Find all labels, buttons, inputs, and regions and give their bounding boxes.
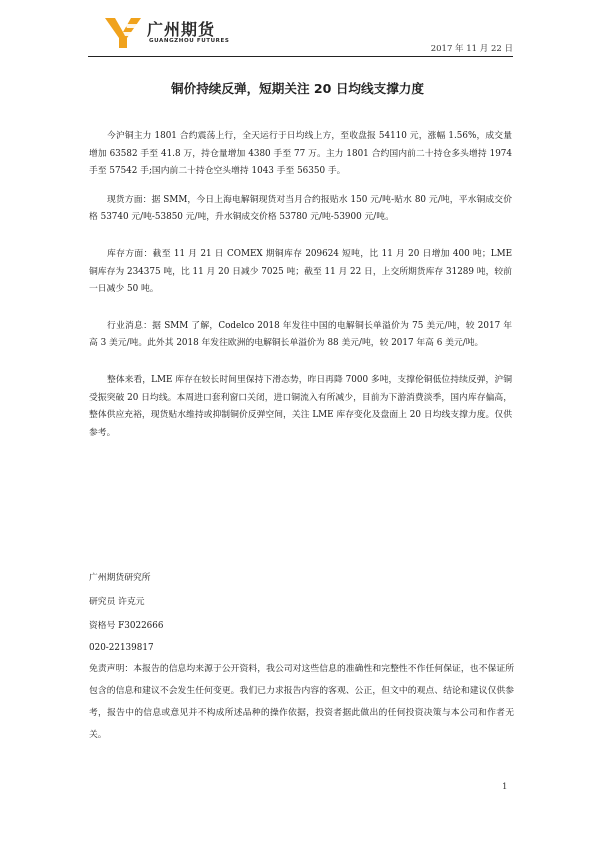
page-number: 1: [502, 782, 508, 792]
disclaimer: 免责声明：本报告的信息均来源于公开资料，我公司对这些信息的准确性和完整性不作任何保证，也不保证所包含的信息和建议不会发生任何变更。我们已力求报告内容的客观、公正，但文中的观点、结论和建议仅供参考，报告中的信息或意见并不构成所述品种的操作依据，投资者据此做出的任何投资决策与本公司和作者无关。: [89, 664, 514, 740]
paragraph-spot: 现货方面：据 SMM，今日上海电解铜现货对当月合约报贴水 150 元/吨-贴水 80 元/吨，平水铜成交价格 53740 元/吨-53850 元/吨，升水铜成交价格 53780 元/吨-53900 元/吨。: [89, 194, 512, 223]
paragraph-industry-news: 行业消息：据 SMM 了解，Codelco 2018 年发往中国的电解铜长单溢价为 75 美元/吨，较 2017 年高 3 美元/吨。此外其 2018 年发往欧洲的电解铜长单溢价为 88 美元/吨，较 2017 年高 6 美元/吨。: [89, 320, 512, 349]
header-divider: [88, 56, 513, 57]
brand-name-en: GUANGZHOU FUTURES: [149, 38, 230, 44]
page-header: [0, 0, 595, 60]
report-body: [89, 128, 512, 461]
institute-name: 广州期货研究所: [89, 573, 151, 583]
phone-number: 020-22139817: [89, 643, 154, 653]
researcher-name: 研究员 许克元: [89, 597, 145, 607]
report-title: 铜价持续反弹，短期关注 20 日均线支撑力度: [171, 81, 424, 96]
guangzhou-futures-logo-icon: [103, 16, 143, 50]
paragraph-market: 今沪铜主力 1801 合约震荡上行，全天运行于日均线上方，至收盘报 54110 元，涨幅 1.56%，成交量增加 63582 手至 41.8 万，持仓量增加 4380 手至 77 万。主力 1801 合约国内前二十持仓多头增持 1974 手至 57542 手;国内前二十持仓空头增持 1043 手至 56350 手。: [89, 131, 512, 177]
paragraph-inventory: 库存方面：截至 11 月 21 日 COMEX 期铜库存 209624 短吨，比 11 月 20 日增加 400 吨；LME 铜库存为 234375 吨，比 11 月 20 日减少 7025 吨；截至 11 月 22 日，上交所期货库存 31289 吨，较前一日减少 50 吨。: [89, 248, 512, 295]
license-number: 资格号 F3022666: [89, 621, 164, 631]
brand-name-cn: 广州期货: [147, 20, 216, 39]
paragraph-summary: 整体来看，LME 库存在较长时间里保持下滑态势，昨日再降 7000 多吨，支撑伦铜低位持续反弹，沪铜受振突破 20 日均线。本周进口套利窗口关闭，进口铜流入有所减少，目前为下游消费淡季，国内库存偏高，整体供应充裕，现货贴水维持或抑制铜价反弹空间，关注 LME 库存变化及盘面上 20 日均线支撑力度。仅供参考。: [89, 374, 512, 438]
report-footer: [89, 566, 514, 746]
report-date: 2017 年 11 月 22 日: [430, 44, 513, 54]
